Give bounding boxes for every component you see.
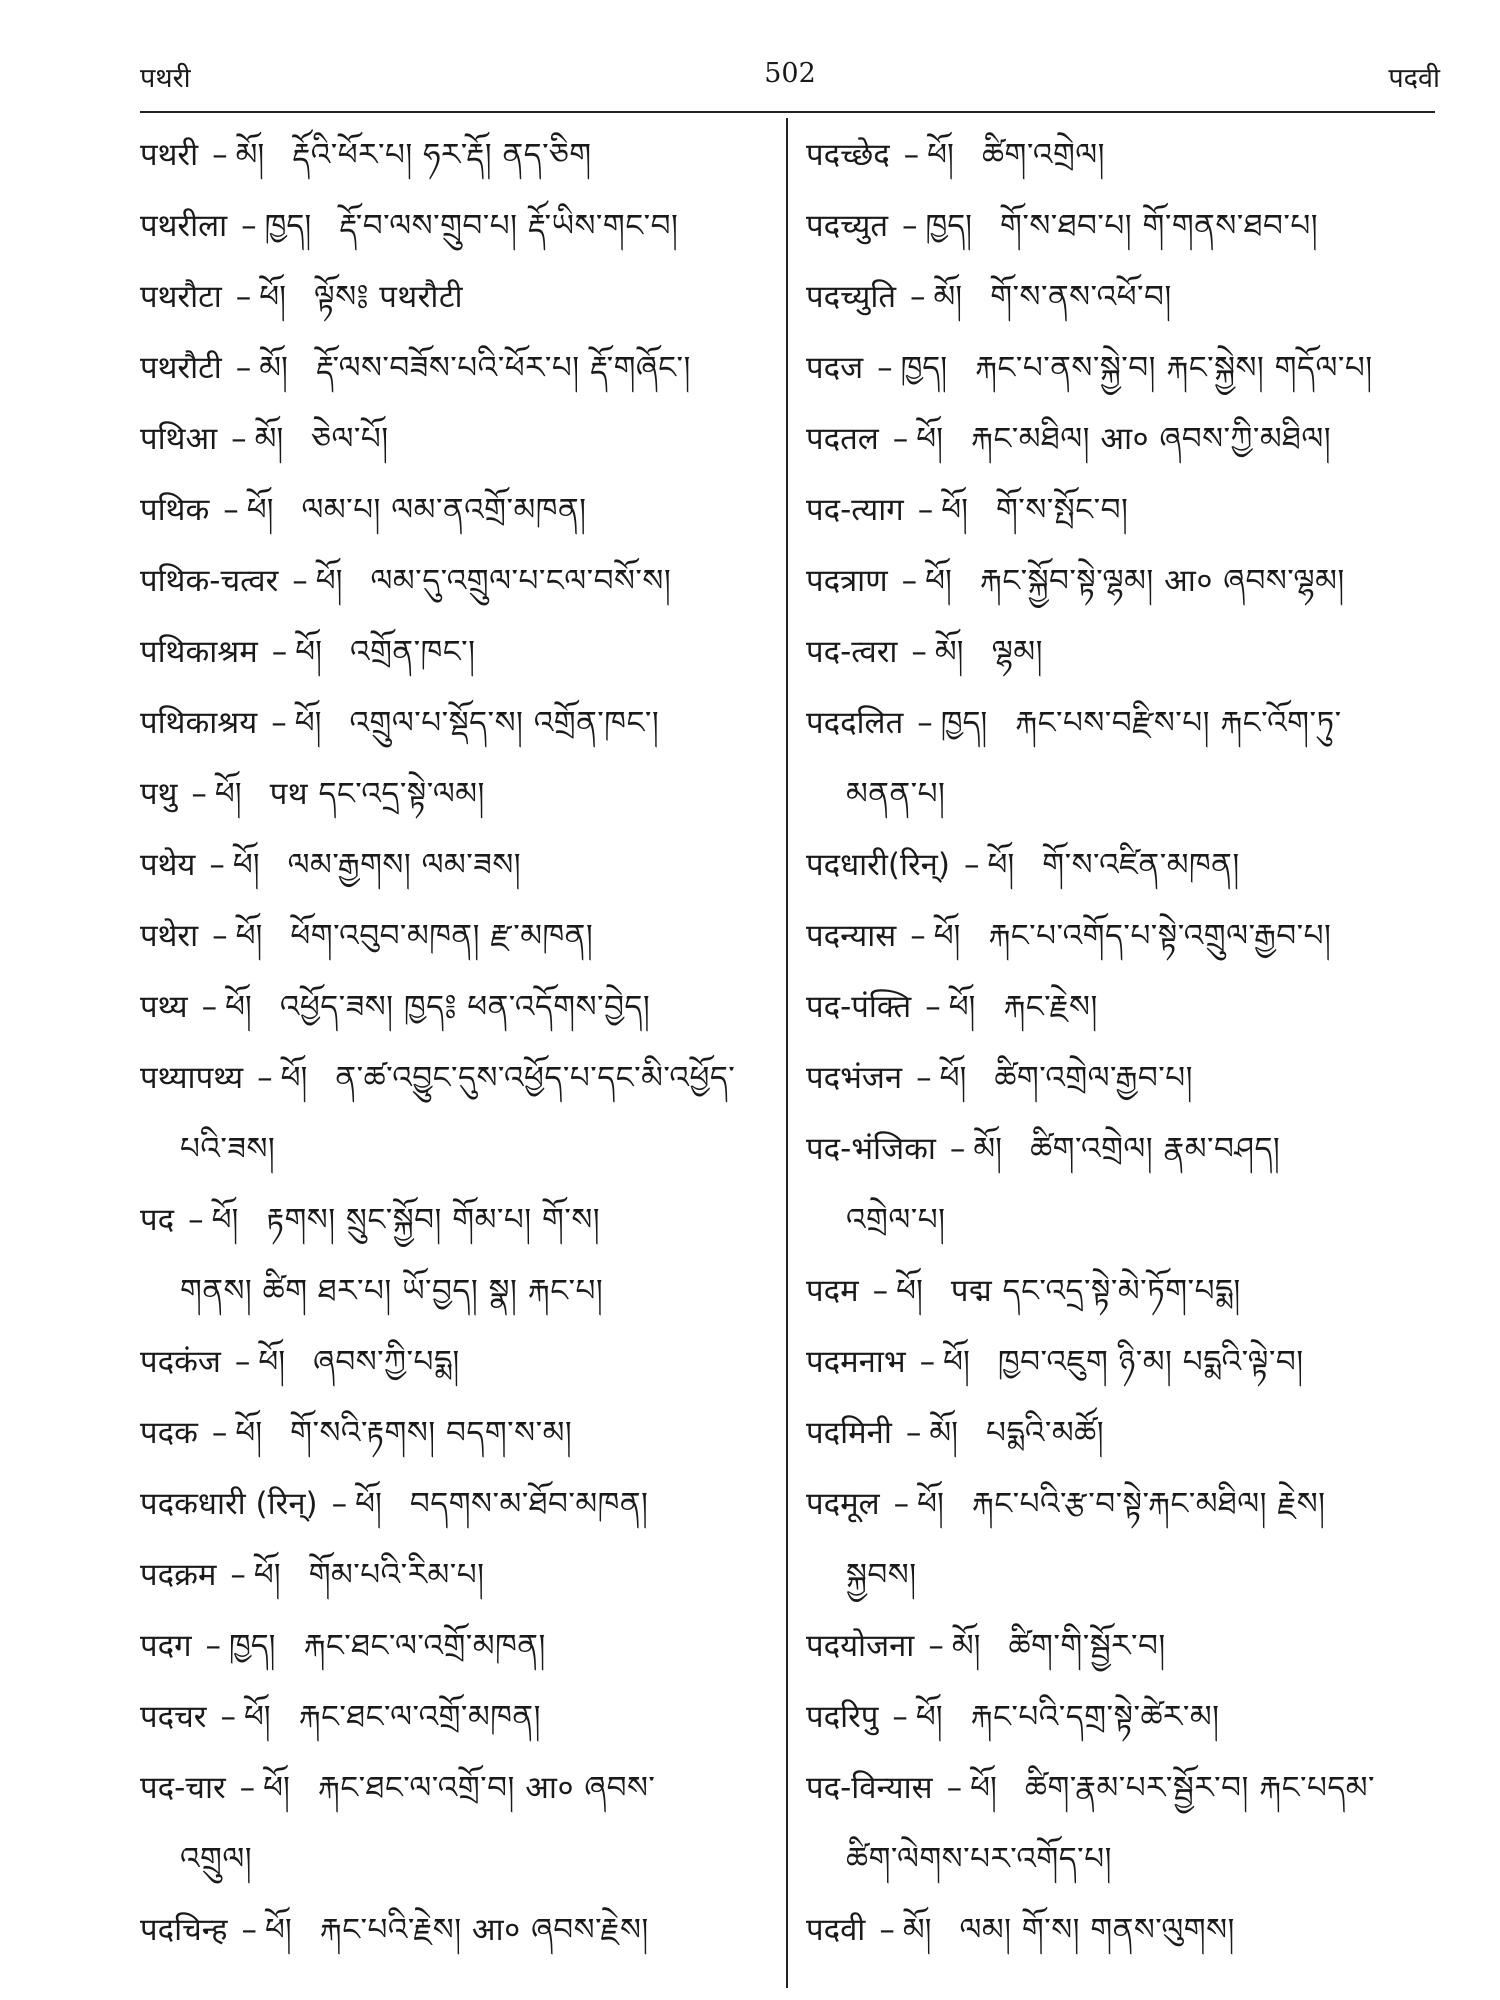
entry-definition: ལྷམ། bbox=[991, 634, 1043, 670]
entry-definition: རྐང་པའི་རྗེས། आ० ཞབས་རྗེས། bbox=[319, 1912, 649, 1948]
dictionary-entry bbox=[140, 1540, 770, 1611]
dictionary-entry bbox=[806, 688, 1446, 759]
entry-headword: पथिक bbox=[140, 492, 210, 528]
entry-dash: – bbox=[331, 1486, 348, 1522]
dictionary-entry bbox=[140, 333, 770, 404]
entry-gender-marker: ཕོ། bbox=[265, 1912, 292, 1948]
dictionary-entry bbox=[806, 1753, 1446, 1824]
entry-dash: – bbox=[188, 1202, 204, 1238]
entry-definition: རྐང་ཐང་ལ་འགྲོ་མཁན། bbox=[298, 1699, 541, 1735]
dictionary-entry bbox=[140, 1043, 770, 1114]
header-right-guide-word: पदवी bbox=[1388, 63, 1440, 94]
entry-gender-marker: ཕོ། bbox=[948, 989, 976, 1025]
entry-gender-marker: ཁྱད། bbox=[900, 350, 948, 386]
entry-headword: पदरिपु bbox=[806, 1699, 879, 1735]
entry-definition: ཚིག་གི་སྦྱོར་བ། bbox=[1008, 1628, 1166, 1664]
dictionary-entry bbox=[140, 1469, 770, 1540]
entry-gender-marker: ཕོ། bbox=[259, 279, 287, 315]
entry-dash: – bbox=[877, 350, 893, 386]
dictionary-entry bbox=[140, 1753, 770, 1824]
entry-gender-marker: མོ། bbox=[259, 350, 288, 386]
entry-headword: पथरौटी bbox=[140, 350, 222, 386]
entry-dash: – bbox=[917, 492, 934, 528]
dictionary-entry bbox=[140, 120, 770, 191]
entry-dash: – bbox=[230, 1557, 246, 1593]
entry-headword: पदच्युत bbox=[806, 208, 888, 244]
entry-headword: पथिकाश्रम bbox=[140, 634, 258, 670]
entry-definition: पथ དང་འདྲ་སྟེ་ལམ། bbox=[269, 776, 485, 812]
dictionary-entry bbox=[806, 1895, 1446, 1966]
entry-headword: पदच्छेद bbox=[806, 137, 890, 173]
entry-headword: पदमनाभ bbox=[806, 1344, 906, 1380]
entry-gender-marker: ཕོ། bbox=[280, 1060, 308, 1096]
entry-gender-marker: ཕོ། bbox=[916, 421, 944, 457]
dictionary-entry bbox=[140, 1185, 770, 1256]
entry-headword: पद-पंक्ति bbox=[806, 989, 912, 1025]
entry-definition: སྐྱབས། bbox=[846, 1557, 917, 1593]
entry-definition: ལམ་པ། ལམ་ནའགྲོ་མཁན། bbox=[301, 492, 587, 528]
entry-definition: ལམ། གོ་ས། གནས་ལུགས། bbox=[959, 1912, 1235, 1948]
dictionary-entry bbox=[806, 475, 1446, 546]
entry-definition: གོ་ས་ཐབ་པ། གོ་གནས་ཐབ་པ། bbox=[1000, 208, 1319, 244]
dictionary-entry bbox=[806, 1682, 1446, 1753]
entry-headword: पद-विन्यास bbox=[806, 1770, 933, 1806]
dictionary-entry bbox=[140, 1611, 770, 1682]
dictionary-entry bbox=[140, 759, 770, 830]
entry-dash: – bbox=[257, 1060, 273, 1096]
dictionary-entry bbox=[140, 972, 770, 1043]
dictionary-entry bbox=[806, 617, 1446, 688]
dictionary-entry bbox=[806, 901, 1446, 972]
entry-definition: རྐང་ཐང་ལ་འགྲོ་བ། आ० ཞབས་ bbox=[317, 1770, 656, 1806]
entry-gender-marker: ཕོ། bbox=[258, 1344, 286, 1380]
entry-gender-marker: ཕོ། bbox=[896, 1273, 923, 1309]
entry-headword: पदयोजना bbox=[806, 1628, 915, 1664]
dictionary-entry bbox=[140, 1327, 770, 1398]
dictionary-entry bbox=[806, 972, 1446, 1043]
dictionary-entry bbox=[806, 191, 1446, 262]
dictionary-entry bbox=[806, 546, 1446, 617]
entry-headword: पद-त्याग bbox=[806, 492, 904, 528]
entry-gender-marker: ཕོ། bbox=[235, 1415, 263, 1451]
entry-definition: རྐང་ཐང་ལ་འགྲོ་མཁན། bbox=[303, 1628, 546, 1664]
entry-headword: पदवी bbox=[806, 1912, 866, 1948]
entry-headword: पथेय bbox=[140, 847, 196, 883]
entry-headword: पथरौटा bbox=[140, 279, 222, 315]
entry-headword: पथ्य bbox=[140, 989, 188, 1025]
dictionary-entry bbox=[140, 1895, 770, 1966]
entry-headword: पदग bbox=[140, 1628, 192, 1664]
entry-definition: ལམ་རྒྱགས། ལམ་ཟས། bbox=[287, 847, 522, 883]
entry-dash: – bbox=[872, 1273, 889, 1309]
entry-dash: – bbox=[235, 279, 252, 315]
entry-dash: – bbox=[211, 1415, 228, 1451]
entry-dash: – bbox=[963, 847, 980, 883]
entry-headword: पदम bbox=[806, 1273, 859, 1309]
entry-dash: – bbox=[292, 563, 308, 599]
entry-gender-marker: ཕོ། bbox=[253, 1557, 281, 1593]
entry-definition: ན་ཚ་འབྱུང་དུས་འཕྱོད་པ་དང་མི་འཕྱོད་ bbox=[335, 1060, 736, 1096]
dictionary-entry bbox=[140, 901, 770, 972]
dictionary-entry bbox=[140, 546, 770, 617]
entry-continuation bbox=[140, 1256, 770, 1327]
entry-headword: पथिआ bbox=[140, 421, 218, 457]
entry-definition: རྐང་པའི་རྩ་བ་སྟེ་རྐང་མཐིལ། རྗེས། bbox=[971, 1486, 1326, 1522]
entry-dash: – bbox=[271, 705, 287, 741]
dictionary-entry bbox=[806, 333, 1446, 404]
dictionary-entry bbox=[140, 404, 770, 475]
entry-gender-marker: མོ། bbox=[902, 1912, 932, 1948]
entry-definition: གོ་ས་ནས་འཕོ་བ། bbox=[990, 279, 1172, 315]
entry-headword: पदधारी(रिन्) bbox=[806, 847, 950, 883]
entry-gender-marker: ཕོ། bbox=[939, 1060, 967, 1096]
entry-gender-marker: མོ། bbox=[235, 137, 265, 173]
entry-definition: རྐང་མཐིལ། आ० ཞབས་ཀྱི་མཐིལ། bbox=[971, 421, 1332, 457]
entry-dash: – bbox=[220, 1699, 236, 1735]
entry-gender-marker: ཕོ། bbox=[246, 492, 274, 528]
page-number: 502 bbox=[764, 58, 816, 89]
entry-definition: རྐང་པ་འགོད་པ་སྟེ་འགྲུལ་རྒྱབ་པ། bbox=[988, 918, 1332, 954]
entry-definition: གོ་སའི་རྟགས། བདག་ས་མ། bbox=[290, 1415, 573, 1451]
entry-gender-marker: མོ། bbox=[929, 1415, 959, 1451]
dictionary-entry bbox=[806, 1256, 1446, 1327]
entry-headword: पदन्यास bbox=[806, 918, 897, 954]
entry-dash: – bbox=[239, 1770, 256, 1806]
entry-continuation bbox=[140, 1114, 770, 1185]
entry-headword: पद-त्वरा bbox=[806, 634, 898, 670]
entry-dash: – bbox=[910, 918, 926, 954]
entry-dash: – bbox=[271, 634, 288, 670]
column-divider bbox=[786, 118, 788, 1988]
header-rule bbox=[140, 111, 1435, 113]
dictionary-entry bbox=[140, 191, 770, 262]
entry-gender-marker: ཕོ། bbox=[933, 918, 961, 954]
entry-definition: ཕོག་འབུབ་མཁན། རྫ་མཁན། bbox=[290, 918, 594, 954]
entry-headword: पथु bbox=[140, 776, 178, 812]
entry-dash: – bbox=[946, 1770, 963, 1806]
entry-definition: ཅེལ་པོ། bbox=[311, 421, 389, 457]
entry-definition: འགྲེལ་པ། bbox=[846, 1202, 946, 1238]
entry-definition: པའི་ཟས། bbox=[180, 1131, 276, 1167]
entry-headword: पदभंजन bbox=[806, 1060, 903, 1096]
entry-gender-marker: ཕོ། bbox=[295, 634, 323, 670]
dictionary-entry bbox=[140, 688, 770, 759]
entry-dash: – bbox=[916, 1060, 932, 1096]
entry-gender-marker: ཕོ། bbox=[315, 563, 343, 599]
entry-dash: – bbox=[212, 137, 228, 173]
entry-continuation bbox=[806, 1540, 1446, 1611]
page-header bbox=[140, 58, 1440, 108]
entry-gender-marker: ཕོ། bbox=[917, 1486, 944, 1522]
entry-headword: पदत्राण bbox=[806, 563, 888, 599]
entry-definition: གོམ་པའི་རིམ་པ། bbox=[308, 1557, 485, 1593]
entry-headword: पदमूल bbox=[806, 1486, 880, 1522]
entry-definition: བདགས་མ་ཐོབ་མཁན། bbox=[409, 1486, 649, 1522]
entry-gender-marker: ཁྱད། bbox=[940, 705, 988, 741]
entry-definition: འགྲུལ་པ་སྡོད་ས། འགྲོན་ཁང་། bbox=[349, 705, 660, 741]
entry-continuation bbox=[806, 759, 1446, 830]
dictionary-entry bbox=[140, 1398, 770, 1469]
entry-dash: – bbox=[241, 1912, 258, 1948]
entry-headword: पदतल bbox=[806, 421, 879, 457]
entry-definition: རྐང་པའི་དགྲ་སྟེ་ཚེར་མ། bbox=[970, 1699, 1220, 1735]
entry-definition: ཚིག་འགྲེལ། རྣམ་བཤད། bbox=[1030, 1131, 1281, 1167]
dictionary-entry bbox=[140, 475, 770, 546]
entry-dash: – bbox=[917, 705, 933, 741]
entry-dash: – bbox=[901, 563, 918, 599]
dictionary-entry bbox=[806, 1469, 1446, 1540]
entry-dash: – bbox=[919, 1344, 936, 1380]
entry-headword: पदकंज bbox=[140, 1344, 221, 1380]
entry-headword: पथरीला bbox=[140, 208, 228, 244]
entry-dash: – bbox=[910, 279, 926, 315]
entry-headword: पथिकाश्रय bbox=[140, 705, 258, 741]
header-left-guide-word: पथरी bbox=[140, 63, 191, 94]
entry-definition: གནས། ཚིག ཐར་པ། ཡོ་བྱད། སྣ། རྐང་པ། bbox=[180, 1273, 604, 1309]
dictionary-entry bbox=[806, 404, 1446, 475]
entry-headword: पद bbox=[140, 1202, 175, 1238]
entry-gender-marker: ཁྱད། bbox=[229, 1628, 276, 1664]
entry-definition: ཚིག་ལེགས་པར་འགོད་པ། bbox=[846, 1841, 1112, 1877]
entry-definition: རྡོའི་ཕོར་པ། ཧར་རྡོ། ནད་ཅིག bbox=[292, 137, 592, 173]
entry-definition: ཞབས་ཀྱི་པདྨ། bbox=[313, 1344, 460, 1380]
entry-gender-marker: ཕོ། bbox=[925, 563, 952, 599]
entry-gender-marker: ཕོ། bbox=[214, 776, 242, 812]
entry-continuation bbox=[806, 1824, 1446, 1895]
entry-definition: ཚིག་འགྲེལ། bbox=[981, 137, 1106, 173]
entry-definition: རྡོ་ལས་བཟོས་པའི་ཕོར་པ། རྡོ་གཞོང་། bbox=[315, 350, 691, 386]
entry-continuation bbox=[806, 1185, 1446, 1256]
entry-definition: ཚིག་རྣམ་པར་སྦྱོར་བ། རྐང་པདམ་ bbox=[1024, 1770, 1376, 1806]
entry-dash: – bbox=[928, 1628, 944, 1664]
entry-dash: – bbox=[241, 208, 257, 244]
entry-gender-marker: མོ། bbox=[933, 279, 963, 315]
entry-dash: – bbox=[205, 1628, 222, 1664]
entry-dash: – bbox=[209, 847, 225, 883]
dictionary-entry bbox=[140, 1682, 770, 1753]
entry-definition: འགྲོན་ཁང་། bbox=[350, 634, 476, 670]
entry-dash: – bbox=[893, 1486, 910, 1522]
dictionary-entry bbox=[806, 262, 1446, 333]
entry-definition: པདྨའི་མཚོ། bbox=[986, 1415, 1105, 1451]
entry-dash: – bbox=[892, 421, 909, 457]
entry-gender-marker: ཕོ། bbox=[915, 1699, 943, 1735]
entry-definition: རྐང་པས་བརྫིས་པ། རྐང་འོག་ཏུ་ bbox=[1015, 705, 1342, 741]
entry-dash: – bbox=[231, 421, 247, 457]
dictionary-entry bbox=[806, 1611, 1446, 1682]
entry-headword: पद-भंजिका bbox=[806, 1131, 936, 1167]
entry-definition: རྐང་པ་ནས་སྐྱེ་བ། རྐང་སྐྱེས། གདོལ་པ། bbox=[975, 350, 1373, 386]
entry-gender-marker: ཕོ། bbox=[987, 847, 1015, 883]
left-column bbox=[140, 120, 770, 1966]
entry-headword: पदकधारी (रिन्) bbox=[140, 1486, 318, 1522]
entry-headword: पदक्रम bbox=[140, 1557, 217, 1593]
entry-headword: पदचिन्ह bbox=[140, 1912, 228, 1948]
entry-gender-marker: ཕོ། bbox=[943, 1344, 970, 1380]
entry-gender-marker: ཕོ། bbox=[243, 1699, 271, 1735]
entry-gender-marker: ཕོ། bbox=[355, 1486, 382, 1522]
entry-dash: – bbox=[234, 1344, 251, 1380]
entry-definition: འགྲུལ། bbox=[180, 1841, 253, 1877]
entry-gender-marker: མོ། bbox=[973, 1131, 1003, 1167]
entry-gender-marker: ཁྱད། bbox=[925, 208, 973, 244]
entry-gender-marker: ཕོ། bbox=[263, 1770, 290, 1806]
entry-gender-marker: ཕོ། bbox=[970, 1770, 997, 1806]
entry-gender-marker: ཕོ། bbox=[294, 705, 322, 741]
dictionary-entry bbox=[806, 120, 1446, 191]
right-column bbox=[806, 120, 1446, 1966]
dictionary-entry bbox=[140, 262, 770, 333]
entry-headword: पदच्युति bbox=[806, 279, 897, 315]
entry-headword: पथरी bbox=[140, 137, 199, 173]
dictionary-entry bbox=[806, 830, 1446, 901]
entry-headword: पदमिनी bbox=[806, 1415, 892, 1451]
entry-definition: རྐང་རྗེས། bbox=[1003, 989, 1098, 1025]
dictionary-entry bbox=[806, 1398, 1446, 1469]
entry-dash: – bbox=[892, 1699, 908, 1735]
entry-dash: – bbox=[911, 634, 927, 670]
entry-headword: पद-चार bbox=[140, 1770, 226, 1806]
entry-gender-marker: ཕོ། bbox=[927, 137, 954, 173]
entry-dash: – bbox=[235, 350, 252, 386]
entry-dash: – bbox=[902, 208, 918, 244]
entry-dash: – bbox=[879, 1912, 895, 1948]
entry-definition: གོ་ས་སྤོང་བ། bbox=[995, 492, 1129, 528]
entry-dash: – bbox=[223, 492, 239, 528]
entry-gender-marker: ཕོ། bbox=[211, 1202, 239, 1238]
entry-headword: पदक bbox=[140, 1415, 198, 1451]
entry-definition: ལྟོས༔ पथरौटी bbox=[314, 279, 464, 315]
entry-gender-marker: མོ། bbox=[951, 1628, 981, 1664]
entry-dash: – bbox=[925, 989, 941, 1025]
entry-definition: རྐང་སྐྱོབ་སྟེ་ལྷམ། आ० ཞབས་ལྷམ། bbox=[979, 563, 1345, 599]
entry-dash: – bbox=[949, 1131, 966, 1167]
dictionary-entry bbox=[806, 1043, 1446, 1114]
entry-gender-marker: མོ། bbox=[934, 634, 964, 670]
entry-gender-marker: ཁྱད། bbox=[264, 208, 312, 244]
dictionary-entry bbox=[806, 1327, 1446, 1398]
dictionary-entry bbox=[140, 830, 770, 901]
entry-headword: पददलित bbox=[806, 705, 904, 741]
entry-definition: ཁྱབ་འཇུག ཉི་མ། པདྨའི་ལྟེ་བ། bbox=[997, 1344, 1304, 1380]
entry-headword: पथिक-चत्वर bbox=[140, 563, 279, 599]
entry-definition: पद्म དང་འདྲ་སྟེ་མེ་ཏོག་པདྨ། bbox=[950, 1273, 1241, 1309]
entry-gender-marker: ཕོ། bbox=[225, 989, 252, 1025]
entry-gender-marker: མོ། bbox=[254, 421, 284, 457]
dictionary-entry bbox=[806, 1114, 1446, 1185]
entry-dash: – bbox=[201, 989, 218, 1025]
entry-continuation bbox=[140, 1824, 770, 1895]
entry-dash: – bbox=[191, 776, 207, 812]
entry-headword: पदज bbox=[806, 350, 864, 386]
entry-headword: पदचर bbox=[140, 1699, 207, 1735]
entry-definition: གོ་ས་འཛིན་མཁན། bbox=[1042, 847, 1240, 883]
dictionary-entry bbox=[140, 617, 770, 688]
entry-definition: ལམ་དུ་འགྲུལ་པ་ངལ་བསོ་ས། bbox=[370, 563, 672, 599]
entry-headword: पथेरा bbox=[140, 918, 199, 954]
entry-gender-marker: ཕོ། bbox=[941, 492, 968, 528]
entry-headword: पथ्यापथ्य bbox=[140, 1060, 244, 1096]
entry-definition: མནན་པ། bbox=[846, 776, 946, 812]
entry-definition: རྟགས། སྲུང་སྐྱོབ། གོམ་པ། གོ་ས། bbox=[266, 1202, 601, 1238]
entry-gender-marker: ཕོ། bbox=[235, 918, 263, 954]
entry-dash: – bbox=[903, 137, 920, 173]
entry-dash: – bbox=[905, 1415, 922, 1451]
entry-definition: ཚིག་འགྲེལ་རྒྱབ་པ། bbox=[994, 1060, 1193, 1096]
entry-definition: རྡོ་བ་ལས་གྲུབ་པ། རྡོ་ཡིས་གང་བ། bbox=[339, 208, 679, 244]
entry-definition: འཕྱོད་ཟས། ཁྱད༔ ཕན་འདོགས་བྱེད། bbox=[279, 989, 651, 1025]
entry-dash: – bbox=[212, 918, 228, 954]
entry-gender-marker: ཕོ། bbox=[232, 847, 260, 883]
